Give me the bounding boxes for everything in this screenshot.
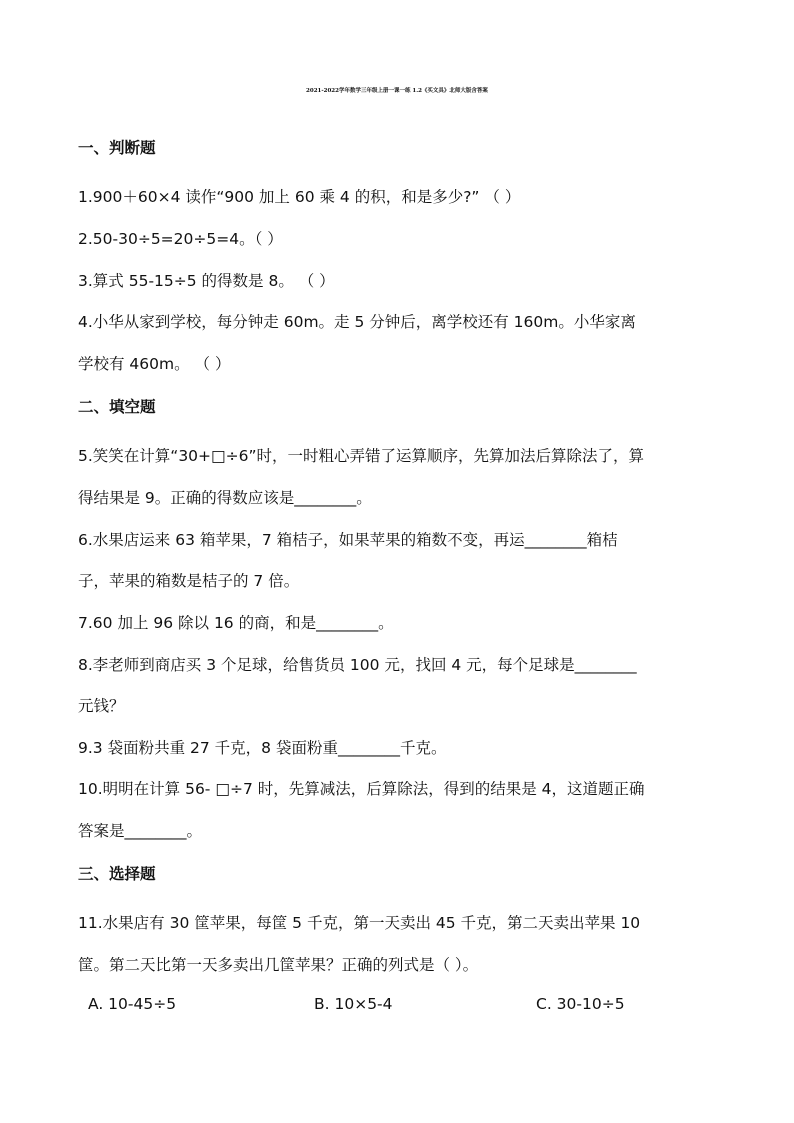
section-heading-multiple-choice: 三、选择题 (78, 864, 156, 883)
question-11-line-1: 11.水果店有 30 筐苹果，每筐 5 千克，第一天卖出 45 千克，第二天卖出苹果 10 (78, 914, 641, 932)
section-heading-judgement: 一、判断题 (78, 138, 156, 157)
question-11-option-a: A. 10-45÷5 (88, 995, 177, 1013)
question-5-line-2: 得结果是 9。正确的得数应该是________。 (78, 489, 372, 507)
question-6-line-2: 子，苹果的箱数是桔子的 7 倍。 (78, 572, 300, 590)
question-1: 1.900＋60×4 读作“900 加上 60 乘 4 的积，和是多少?” （ ） (78, 188, 521, 206)
document-title: 2021-2022学年数学三年级上册一课一练 1.2《买文具》北师大版含答案 (306, 88, 488, 94)
question-11-line-2: 筐。第二天比第一天多卖出几筐苹果？正确的列式是（ ）。 (78, 956, 479, 974)
question-11-option-c: C. 30-10÷5 (536, 995, 625, 1013)
question-10-line-1: 10.明明在计算 56- □÷7 时，先算减法，后算除法，得到的结果是 4，这道题正确 (78, 780, 645, 798)
question-2: 2.50-30÷5=20÷5=4。（ ） (78, 230, 283, 248)
section-heading-fill-blank: 二、填空题 (78, 397, 156, 416)
question-6-line-1: 6.水果店运来 63 箱苹果，7 箱桔子，如果苹果的箱数不变，再运________箱桔 (78, 531, 618, 549)
question-10-line-2: 答案是________。 (78, 822, 203, 840)
question-11-option-b: B. 10×5-4 (314, 995, 393, 1013)
question-3: 3.算式 55-15÷5 的得数是 8。 （ ） (78, 272, 335, 290)
question-4-line-2: 学校有 460m。 （ ） (78, 355, 231, 373)
question-4-line-1: 4.小华从家到学校，每分钟走 60m。走 5 分钟后，离学校还有 160m。小华家离 (78, 313, 636, 331)
question-7: 7.60 加上 96 除以 16 的商，和是________。 (78, 614, 394, 632)
question-8-line-2: 元钱？ (78, 697, 125, 715)
question-8-line-1: 8.李老师到商店买 3 个足球，给售货员 100 元，找回 4 元，每个足球是________ (78, 656, 637, 674)
question-9: 9.3 袋面粉共重 27 千克，8 袋面粉重________千克。 (78, 739, 447, 757)
question-5-line-1: 5.笑笑在计算“30+□÷6”时，一时粗心弄错了运算顺序，先算加法后算除法了，算 (78, 447, 645, 465)
